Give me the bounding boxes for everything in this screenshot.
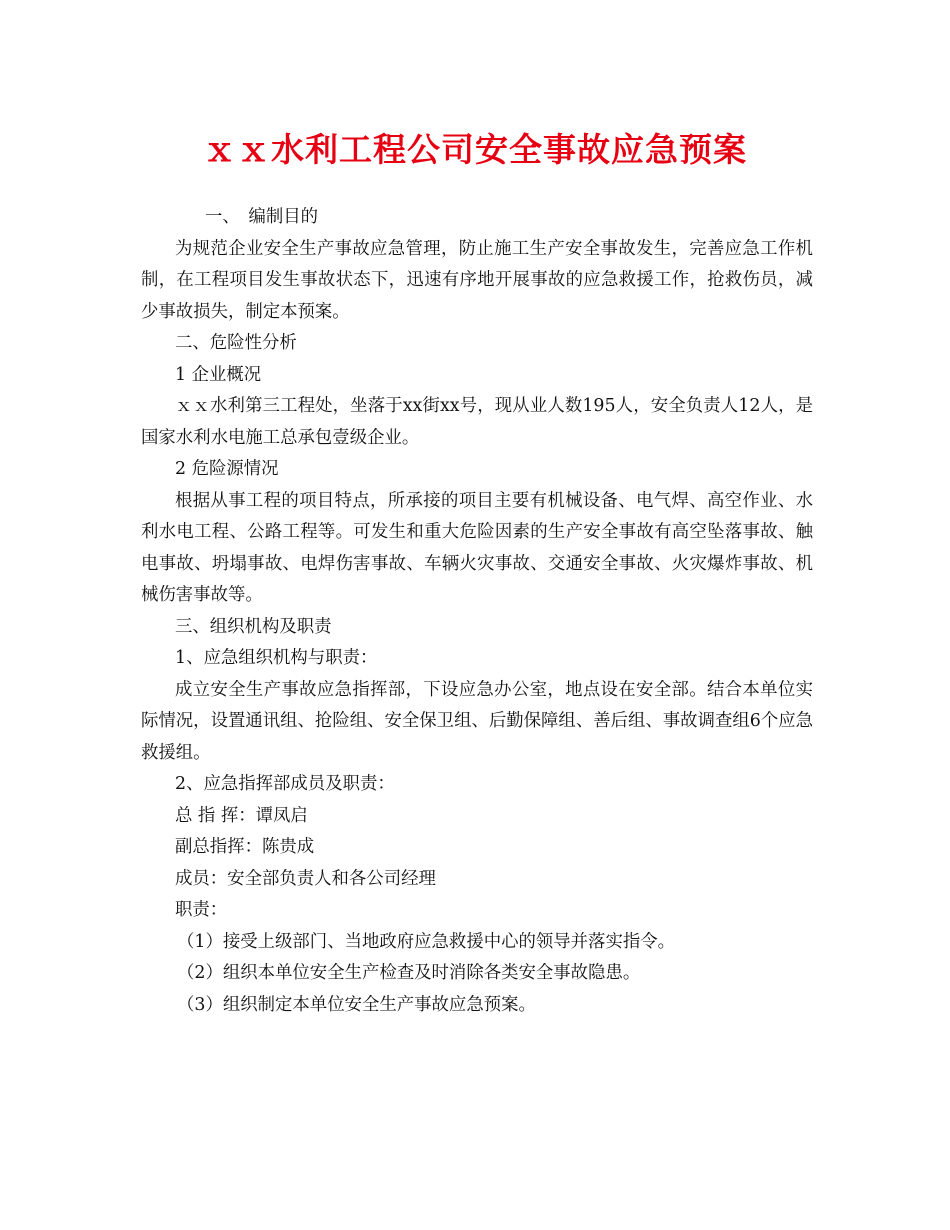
subheading-hazard-sources: 2 危险源情况	[175, 459, 279, 479]
paragraph-hazard-sources: 根据从事工程的项目特点，所承接的项目主要有机械设备、电气焊、高空作业、水利水电工程、公路工程等。可发生和重大危险因素的生产安全事故有高空坠落事故、触电事故、坍塌事故、电焊伤害事故、车辆火灾事故、交通安全事故、火灾爆炸事故、机械伤害事故等。	[141, 490, 813, 605]
section-heading-hazard-analysis: 二、危险性分析	[175, 333, 297, 353]
paragraph-emergency-organization: 成立安全生产事故应急指挥部，下设应急办公室，地点设在安全部。结合本单位实际情况，设置通讯组、抢险组、安全保卫组、后勤保障组、善后组、事故调查组6个应急救援组。	[141, 679, 813, 763]
subheading-command-members: 2、应急指挥部成员及职责：	[175, 774, 395, 794]
document-body	[141, 202, 813, 1021]
subheading-emergency-organization: 1、应急组织机构与职责：	[175, 648, 378, 668]
member-deputy-commander: 副总指挥：陈贵成	[175, 837, 315, 857]
duty-item-2: （2）组织本单位安全生产检查及时消除各类安全事故隐患。	[177, 963, 641, 983]
member-members: 成员：安全部负责人和各公司经理	[175, 868, 436, 889]
paragraph-company-overview: ｘｘ水利第三工程处，坐落于xx街xx号，现从业人数195人，安全负责人12人，是国家水利水电施工总承包壹级企业。	[141, 396, 813, 448]
member-commander: 总 指 挥：谭凤启	[175, 805, 308, 826]
duties-label: 职责：	[175, 900, 228, 920]
paragraph-purpose: 为规范企业安全生产事故应急管理，防止施工生产安全事故发生，完善应急工作机制，在工程项目发生事故状态下，迅速有序地开展事故的应急救援工作，抢救伤员，减少事故损失，制定本预案。	[141, 238, 813, 322]
duty-item-1: （1）接受上级部门、当地政府应急救援中心的领导并落实指令。	[177, 931, 676, 952]
document-title: ｘｘ水利工程公司安全事故应急预案	[203, 130, 747, 169]
duty-item-3: （3）组织制定本单位安全生产事故应急预案。	[177, 994, 536, 1015]
subheading-company-overview: 1 企业概况	[175, 364, 262, 385]
section-heading-organization: 三、组织机构及职责	[175, 616, 332, 637]
section-heading-purpose: 一、 编制目的	[205, 207, 319, 227]
